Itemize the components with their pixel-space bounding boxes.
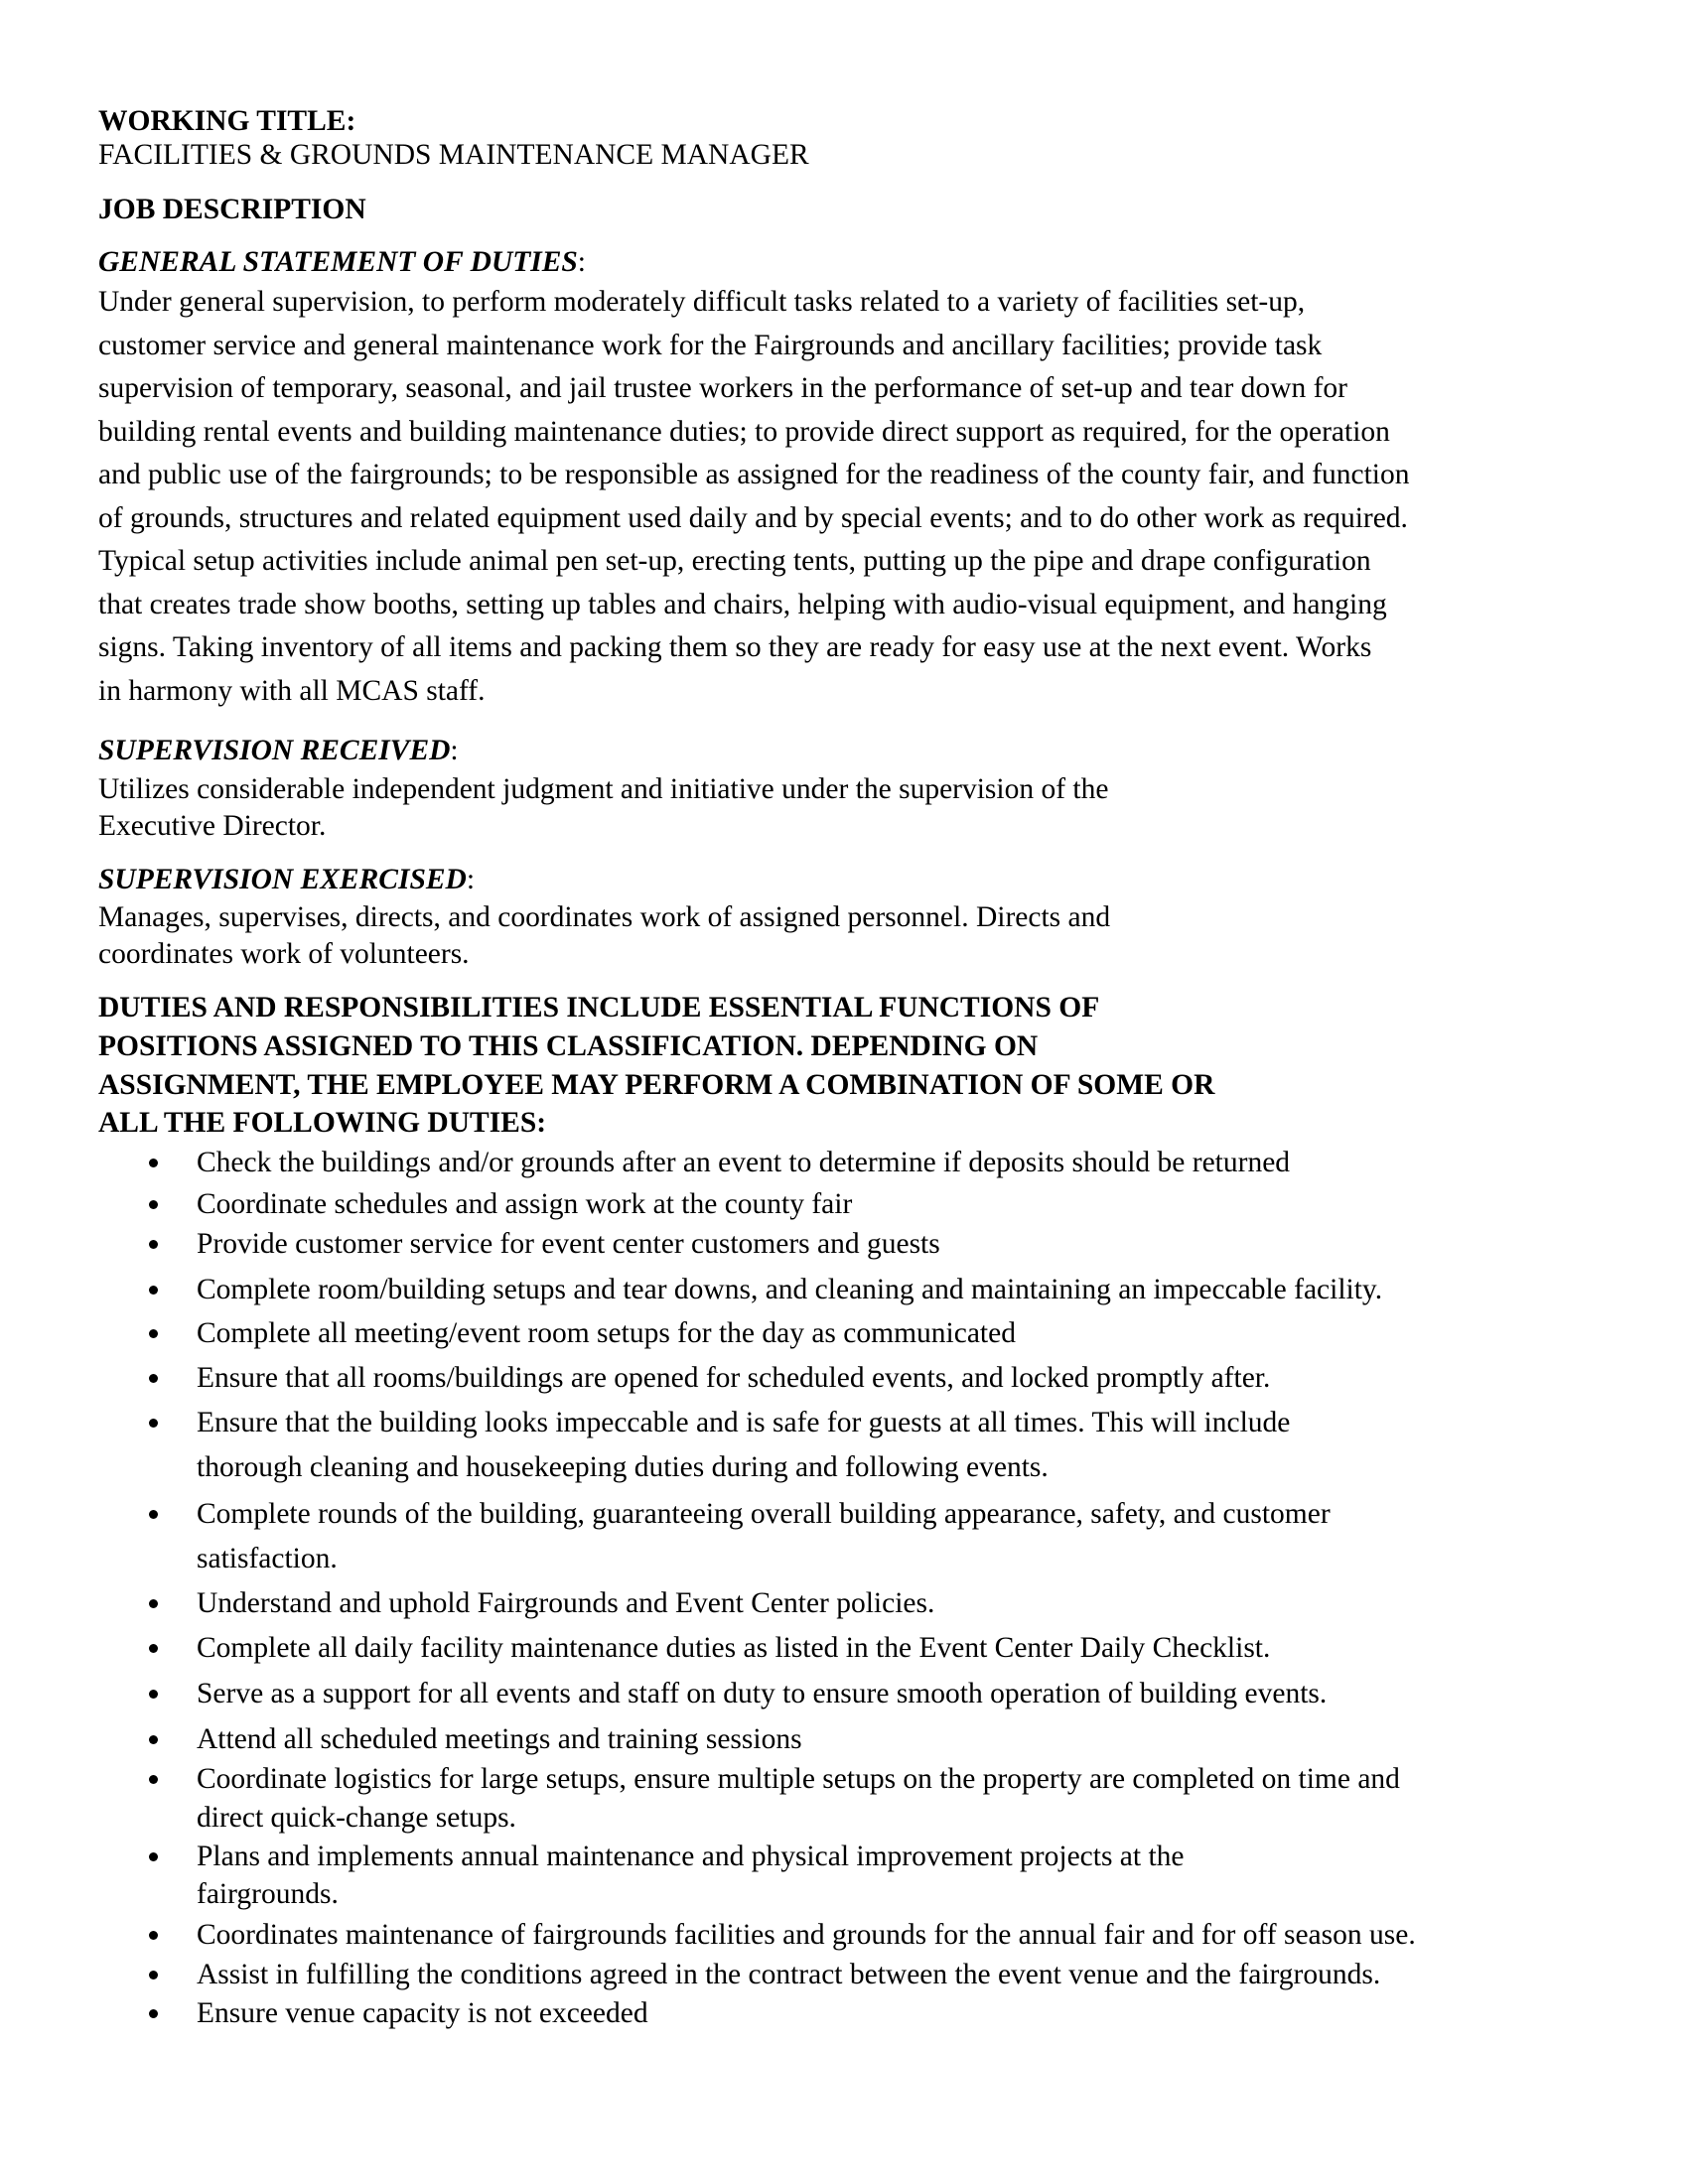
general-statement-line: signs. Taking inventory of all items and packing them so they are ready for easy use at the next event. Works <box>98 631 1372 663</box>
general-statement-line: in harmony with all MCAS staff. <box>98 674 486 707</box>
bullet-icon <box>149 1852 158 1861</box>
duty-item-line: Complete all meeting/event room setups for the day as communicated <box>197 1317 1016 1349</box>
working-title: FACILITIES & GROUNDS MAINTENANCE MANAGER <box>98 139 809 171</box>
supervision-exercised-heading: SUPERVISION EXERCISED: <box>98 864 476 895</box>
bullet-icon <box>149 1775 158 1784</box>
bullet-icon <box>149 1971 158 1979</box>
duty-item-line: satisfaction. <box>197 1543 338 1574</box>
duty-item-line: fairgrounds. <box>197 1878 339 1910</box>
duties-heading-line: DUTIES AND RESPONSIBILITIES INCLUDE ESSENTIAL FUNCTIONS OF <box>98 992 1100 1024</box>
general-statement-line: and public use of the fairgrounds; to be responsible as assigned for the readiness of the county fair, and function <box>98 459 1410 490</box>
bullet-icon <box>149 2009 158 2018</box>
working-title-label: WORKING TITLE: <box>98 105 356 137</box>
supervision-received-line: Executive Director. <box>98 810 327 842</box>
supervision-received-line: Utilizes considerable independent judgment and initiative under the supervision of the <box>98 773 1109 805</box>
bullet-icon <box>149 1735 158 1744</box>
duty-item-line: Complete all daily facility maintenance duties as listed in the Event Center Daily Checklist. <box>197 1632 1271 1664</box>
duty-item-line: Ensure that all rooms/buildings are opened for scheduled events, and locked promptly after. <box>197 1362 1271 1394</box>
duty-item-line: Coordinates maintenance of fairgrounds facilities and grounds for the annual fair and for off season use. <box>197 1919 1416 1951</box>
duty-item-line: Plans and implements annual maintenance and physical improvement projects at the <box>197 1841 1185 1872</box>
duties-heading-line: ASSIGNMENT, THE EMPLOYEE MAY PERFORM A COMBINATION OF SOME OR <box>98 1069 1215 1101</box>
duty-item-line: Ensure that the building looks impeccable and is safe for guests at all times. This will include <box>197 1407 1291 1438</box>
job-description-heading: JOB DESCRIPTION <box>98 194 366 225</box>
general-statement-line: Under general supervision, to perform moderately difficult tasks related to a variety of facilities set-up, <box>98 286 1306 318</box>
bullet-icon <box>149 1329 158 1338</box>
bullet-icon <box>149 1240 158 1249</box>
duty-item-line: Assist in fulfilling the conditions agreed in the contract between the event venue and the fairgrounds. <box>197 1959 1381 1990</box>
duty-item-line: Attend all scheduled meetings and training sessions <box>197 1723 802 1755</box>
supervision-exercised-line: Manages, supervises, directs, and coordinates work of assigned personnel. Directs and <box>98 901 1111 933</box>
supervision-received-heading: SUPERVISION RECEIVED: <box>98 735 459 766</box>
duty-item-line: Provide customer service for event center customers and guests <box>197 1228 940 1260</box>
general-statement-line: customer service and general maintenance work for the Fairgrounds and ancillary facilities; provide task <box>98 329 1323 361</box>
bullet-icon <box>149 1510 158 1519</box>
bullet-icon <box>149 1200 158 1209</box>
general-statement-line: supervision of temporary, seasonal, and jail trustee workers in the performance of set-up and tear down for <box>98 372 1347 404</box>
bullet-icon <box>149 1374 158 1383</box>
duty-item-line: Coordinate logistics for large setups, ensure multiple setups on the property are completed on time and <box>197 1763 1400 1795</box>
general-statement-line: of grounds, structures and related equipment used daily and by special events; and to do other work as required. <box>98 501 1408 534</box>
general-statement-line: Typical setup activities include animal pen set-up, erecting tents, putting up the pipe and drape configuration <box>98 545 1371 577</box>
duty-item-line: Complete room/building setups and tear downs, and cleaning and maintaining an impeccable facility. <box>197 1274 1383 1305</box>
duty-item-line: Understand and uphold Fairgrounds and Event Center policies. <box>197 1587 935 1619</box>
bullet-icon <box>149 1690 158 1699</box>
general-statement-heading: GENERAL STATEMENT OF DUTIES: <box>98 246 586 278</box>
bullet-icon <box>149 1159 158 1167</box>
bullet-icon <box>149 1286 158 1295</box>
general-statement-line: building rental events and building maintenance duties; to provide direct support as required, for the operation <box>98 415 1390 448</box>
bullet-icon <box>149 1644 158 1653</box>
bullet-icon <box>149 1931 158 1940</box>
duty-item-line: Check the buildings and/or grounds after an event to determine if deposits should be returned <box>197 1147 1291 1178</box>
supervision-exercised-line: coordinates work of volunteers. <box>98 938 470 970</box>
bullet-icon <box>149 1419 158 1428</box>
duty-item-line: Ensure venue capacity is not exceeded <box>197 1997 648 2029</box>
duty-item-line: direct quick-change setups. <box>197 1802 516 1834</box>
duties-heading-line: ALL THE FOLLOWING DUTIES: <box>98 1107 547 1139</box>
duties-heading-line: POSITIONS ASSIGNED TO THIS CLASSIFICATION. DEPENDING ON <box>98 1030 1039 1062</box>
general-statement-line: that creates trade show booths, setting up tables and chairs, helping with audio-visual equipment, and hanging <box>98 588 1387 620</box>
duty-item-line: Serve as a support for all events and staff on duty to ensure smooth operation of building events. <box>197 1678 1328 1709</box>
duty-item-line: thorough cleaning and housekeeping duties during and following events. <box>197 1451 1049 1483</box>
duty-item-line: Coordinate schedules and assign work at the county fair <box>197 1188 853 1220</box>
bullet-icon <box>149 1599 158 1608</box>
duty-item-line: Complete rounds of the building, guaranteeing overall building appearance, safety, and customer <box>197 1498 1331 1530</box>
